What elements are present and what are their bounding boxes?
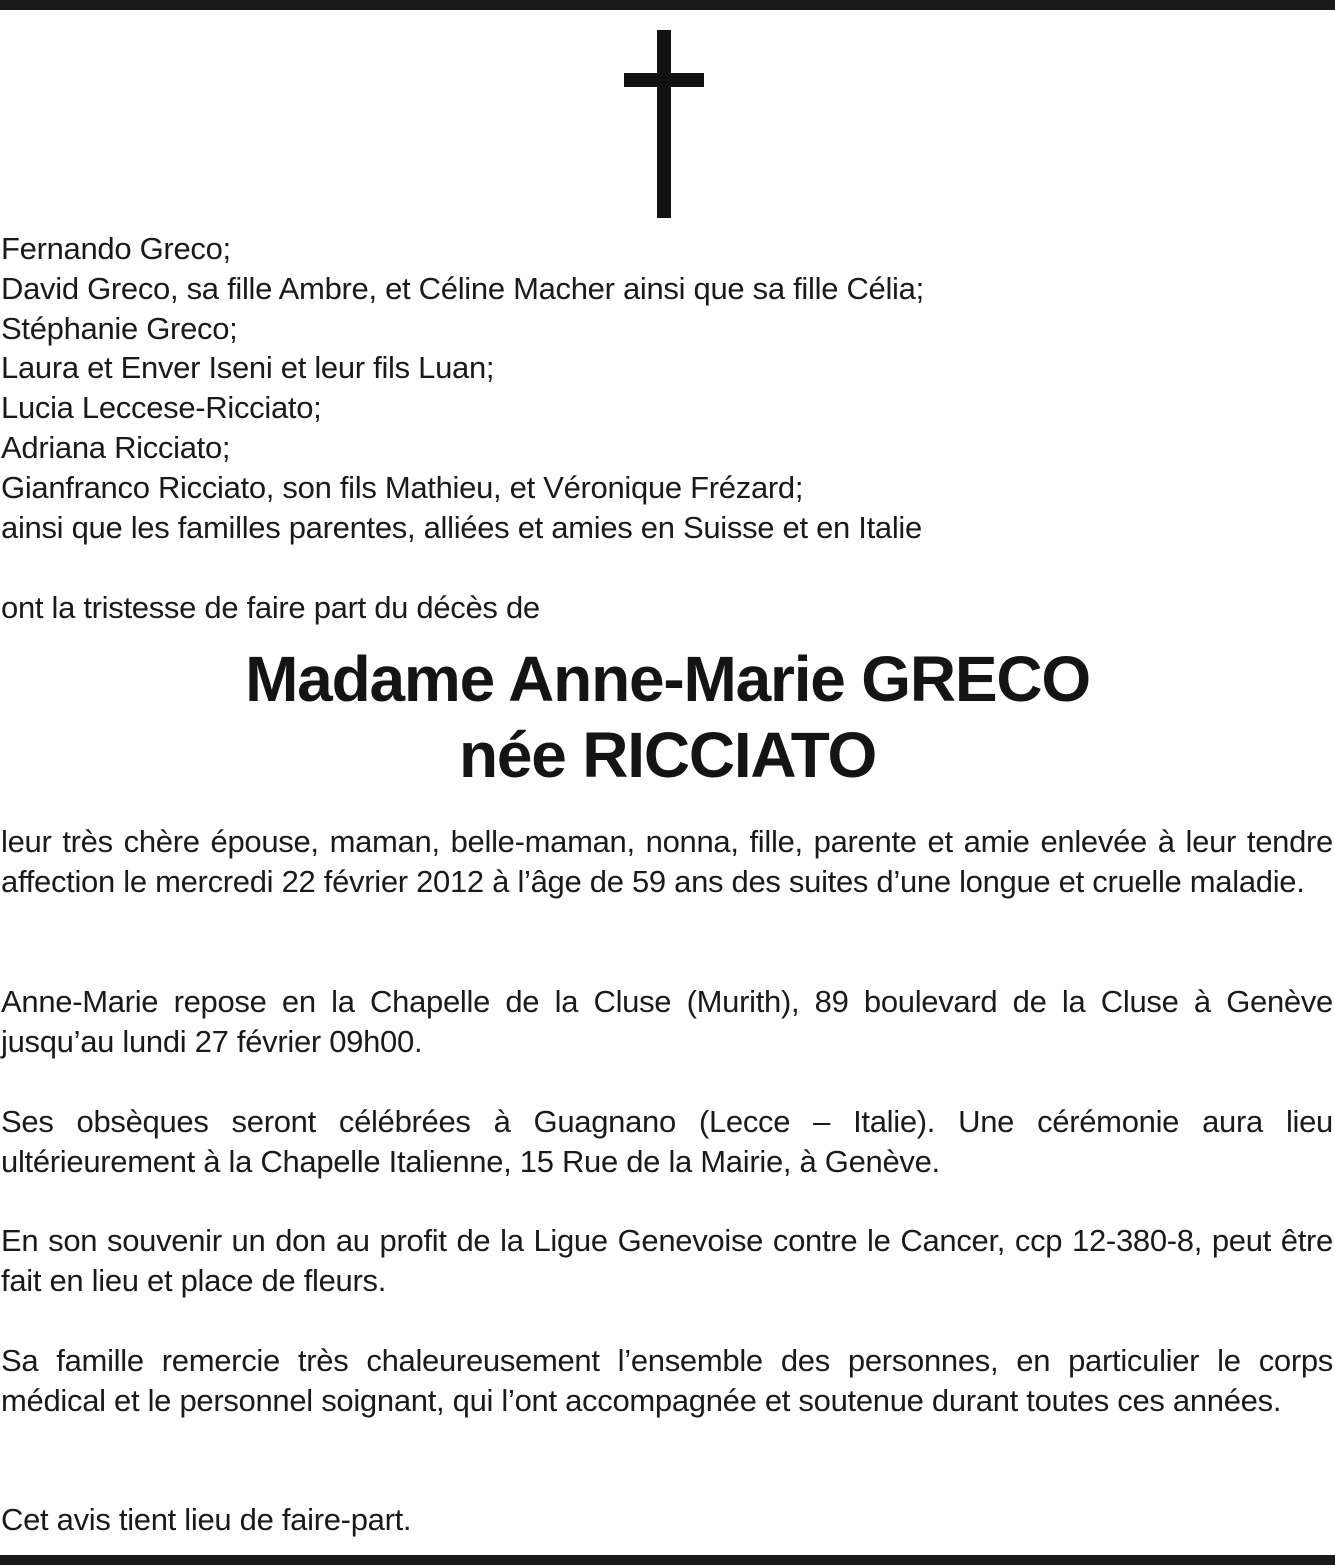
deceased-name-heading [0,641,1335,793]
mourner-line: Laura et Enver Iseni et leur fils Luan; [1,350,495,386]
funeral-paragraph: Ses obsèques seront célébrées à Guagnano (Lecce – Italie). Une cérémonie aura lieu ultérieurement à la Chapelle Italienne, 15 Rue de la Mairie, à Genève. [1,1104,1333,1179]
cross-vertical-bar [657,30,671,218]
mourner-line: Lucia Leccese-Ricciato; [1,390,322,426]
mourner-line: Stéphanie Greco; [1,310,238,346]
announcement-intro: ont la tristesse de faire part du décès de [1,590,540,625]
deceased-maiden-name: née RICCIATO [458,719,877,791]
cross-horizontal-bar [624,73,704,87]
cross-icon [624,30,704,218]
donation-paragraph: En son souvenir un don au profit de la Ligue Genevoise contre le Cancer, ccp 12-380-8, peut être fait en lieu et place de fleurs. [1,1223,1333,1298]
closing-note: Cet avis tient lieu de faire-part. [1,1502,412,1537]
mourner-line: Fernando Greco; [1,231,231,266]
deceased-full-name: Madame Anne-Marie GRECO [245,643,1090,715]
mourner-line: Gianfranco Ricciato, son fils Mathieu, et Véronique Frézard; [1,469,804,505]
top-border-rule [0,0,1335,10]
thanks-paragraph: Sa famille remercie très chaleureusement l’ensemble des personnes, en particulier le corps médical et le personnel soignant, qui l’ont accompagnée et soutenue durant toutes ces années. [1,1343,1333,1418]
mourners-list [1,229,1331,547]
mourner-line: ainsi que les familles parentes, alliées et amies en Suisse et en Italie [1,509,922,545]
repose-location-paragraph: Anne-Marie repose en la Chapelle de la Cluse (Murith), 89 boulevard de la Cluse à Genève jusqu’au lundi 27 février 09h00. [1,984,1333,1059]
mourner-line: David Greco, sa fille Ambre, et Céline Macher ainsi que sa fille Célia; [1,270,924,306]
mourner-line: Adriana Ricciato; [1,429,231,465]
death-details-paragraph: leur très chère épouse, maman, belle-maman, nonna, fille, parente et amie enlevée à leur tendre affection le mercredi 22 février 2012 à l’âge de 59 ans des suites d’une longue et cruelle maladie. [1,824,1333,899]
bottom-border-rule [0,1555,1335,1565]
